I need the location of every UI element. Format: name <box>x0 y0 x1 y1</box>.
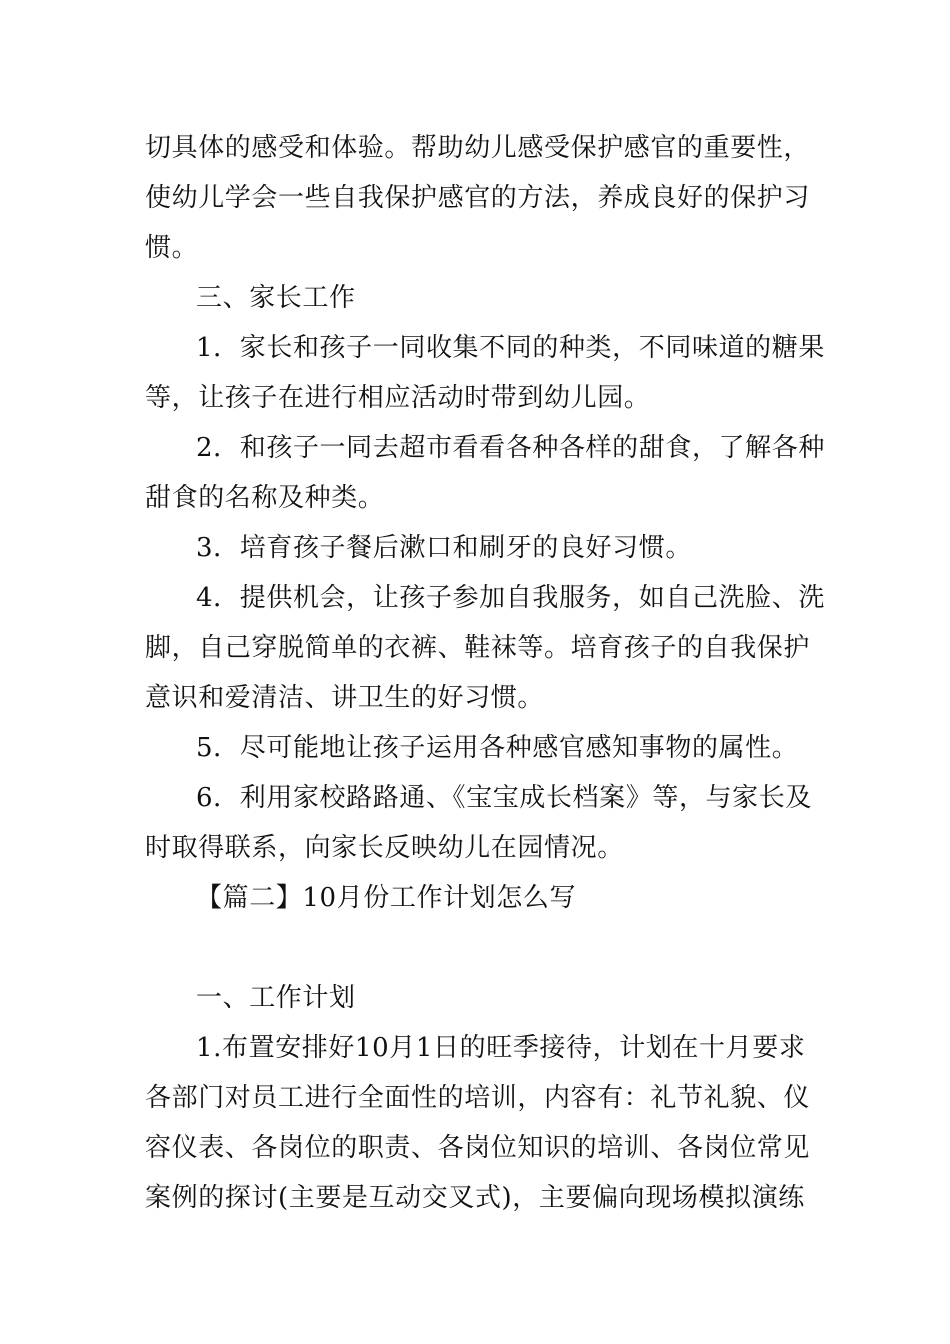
list-item-line: 各部门对员工进行全面性的培训，内容有：礼节礼貌、仪 <box>145 1083 811 1113</box>
list-item-line: 甜食的名称及种类。 <box>145 483 385 513</box>
list-item-line: 6．利用家校路路通、《宝宝成长档案》等，与家长及 <box>196 783 812 813</box>
section-heading: 三、家长工作 <box>196 283 356 313</box>
list-item-line: 1．家长和孩子一同收集不同的种类，不同味道的糖果 <box>196 333 825 363</box>
list-item-line: 意识和爱清洁、讲卫生的好习惯。 <box>145 683 545 713</box>
paragraph-line: 惯。 <box>145 233 199 263</box>
list-item-line: 2．和孩子一同去超市看看各种各样的甜食，了解各种 <box>196 433 825 463</box>
list-item-line: 5．尽可能地让孩子运用各种感官感知事物的属性。 <box>196 733 799 763</box>
list-item-line: 3．培育孩子餐后漱口和刷牙的良好习惯。 <box>196 533 692 563</box>
list-item-line: 1.布置安排好10月1日的旺季接待，计划在十月要求 <box>196 1033 806 1063</box>
list-item-line: 案例的探讨(主要是互动交叉式)，主要偏向现场模拟演练 <box>145 1183 805 1213</box>
list-item-line: 4．提供机会，让孩子参加自我服务，如自己洗脸、洗 <box>196 583 825 613</box>
list-item-line: 等，让孩子在进行相应活动时带到幼儿园。 <box>145 383 651 413</box>
list-item-line: 时取得联系，向家长反映幼儿在园情况。 <box>145 833 624 863</box>
section-heading: 一、工作计划 <box>196 983 356 1013</box>
paragraph-line: 切具体的感受和体验。帮助幼儿感受保护感官的重要性， <box>145 133 811 163</box>
list-item-line: 容仪表、各岗位的职责、各岗位知识的培训、各岗位常见 <box>145 1133 811 1163</box>
chapter-heading: 【篇二】10月份工作计划怎么写 <box>196 883 577 913</box>
list-item-line: 脚，自己穿脱简单的衣裤、鞋袜等。培育孩子的自我保护 <box>145 633 811 663</box>
paragraph-line: 使幼儿学会一些自我保护感官的方法，养成良好的保护习 <box>145 183 811 213</box>
